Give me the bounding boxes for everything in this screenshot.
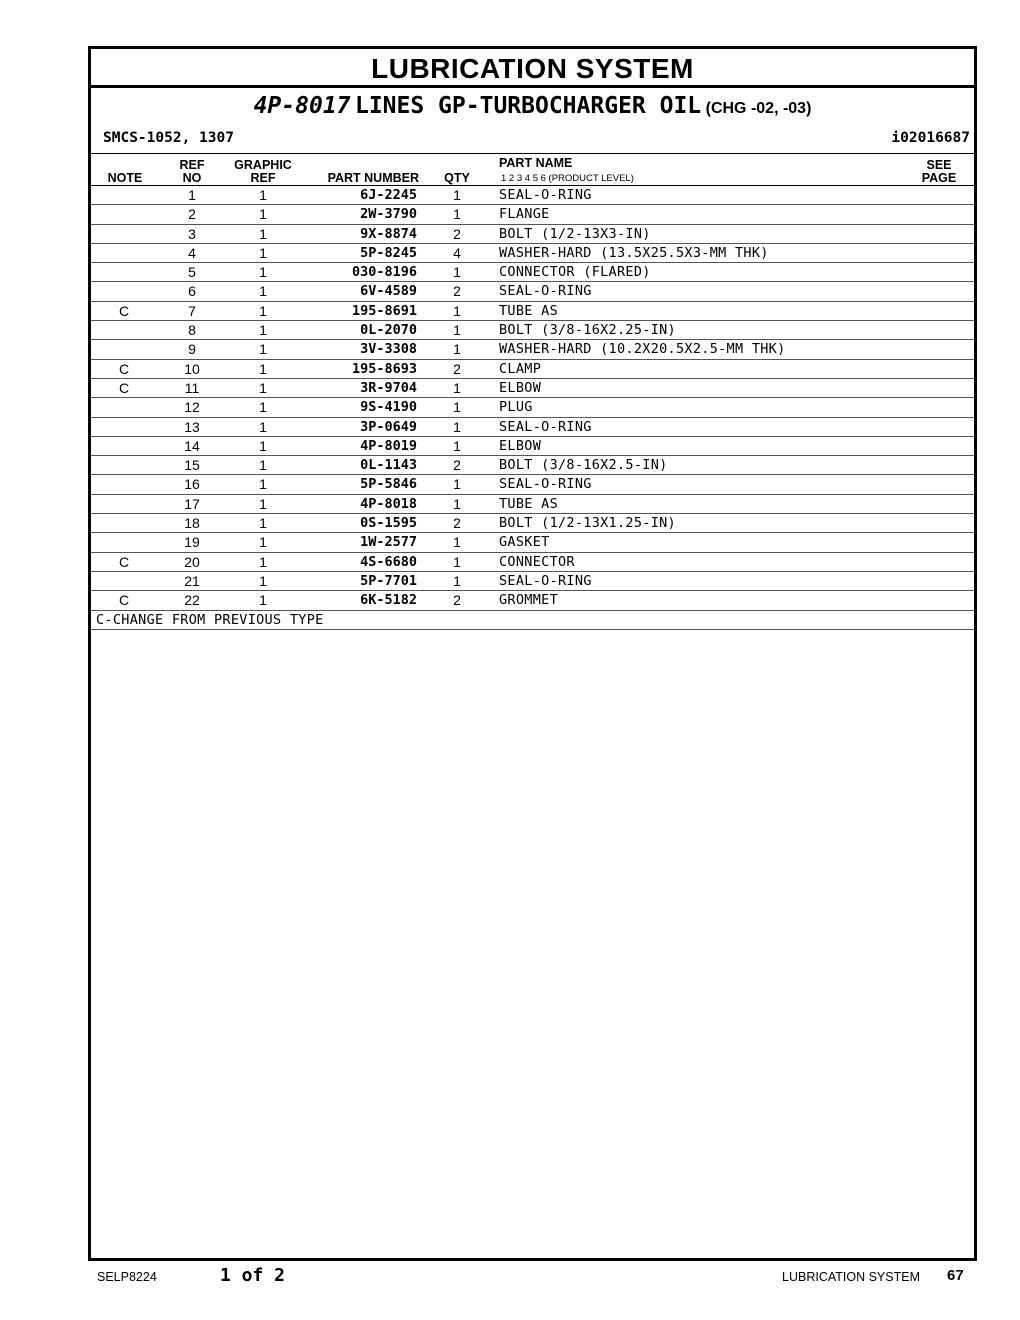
- part-name-cell: SEAL-O-RING: [499, 283, 592, 300]
- footer-page-number: 67: [947, 1267, 964, 1284]
- part-name-cell: CONNECTOR: [499, 553, 575, 570]
- header-top-rule: [91, 153, 974, 154]
- qty-cell: 1: [453, 534, 461, 551]
- qty-cell: 1: [453, 206, 461, 223]
- graphic-ref-cell: 1: [259, 187, 267, 203]
- qty-cell: 4: [453, 244, 461, 261]
- header-product-levels: 1 2 3 4 5 6 (PRODUCT LEVEL): [501, 173, 634, 184]
- qty-cell: 1: [453, 187, 461, 203]
- table-row: [91, 533, 974, 552]
- graphic-ref-cell: 1: [259, 360, 267, 377]
- part-name-cell: ELBOW: [499, 379, 542, 396]
- qty-cell: 1: [453, 418, 461, 435]
- graphic-ref-cell: 1: [259, 553, 267, 570]
- qty-cell: 1: [453, 264, 461, 281]
- part-name-cell: CONNECTOR (FLARED): [499, 264, 651, 281]
- part-name-cell: ELBOW: [499, 437, 542, 454]
- ref-no-cell: 1: [188, 187, 196, 203]
- qty-cell: 1: [453, 399, 461, 416]
- ref-no-cell: 12: [184, 399, 200, 416]
- graphic-ref-cell: 1: [259, 476, 267, 493]
- table-row: [91, 379, 974, 398]
- smcs-code: SMCS-1052, 1307: [103, 130, 234, 146]
- ref-no-cell: 6: [188, 283, 196, 300]
- qty-cell: 2: [453, 457, 461, 474]
- footnote-text: C-CHANGE FROM PREVIOUS TYPE: [96, 611, 324, 628]
- part-name-cell: CLAMP: [499, 360, 542, 377]
- part-number-cell: 195-8693: [351, 360, 417, 377]
- qty-cell: 2: [453, 592, 461, 609]
- part-number-cell: 6J-2245: [360, 187, 417, 203]
- table-row: [91, 244, 974, 263]
- group-heading: [91, 93, 974, 119]
- part-number-cell: 5P-5846: [360, 476, 417, 493]
- group-part-number: 4P-8017: [253, 93, 351, 119]
- graphic-ref-cell: 1: [259, 264, 267, 281]
- note-cell: C: [118, 553, 130, 570]
- ref-no-cell: 13: [184, 418, 200, 435]
- ref-no-cell: 4: [188, 244, 196, 261]
- ref-no-cell: 10: [184, 360, 200, 377]
- part-number-cell: 3R-9704: [360, 379, 417, 396]
- qty-cell: 1: [453, 341, 461, 358]
- graphic-ref-cell: 1: [259, 379, 267, 396]
- part-number-cell: 4P-8018: [360, 495, 417, 512]
- graphic-ref-cell: 1: [259, 495, 267, 512]
- ref-no-cell: 3: [188, 225, 196, 242]
- table-row: [91, 263, 974, 282]
- note-cell: C: [118, 379, 130, 396]
- part-number-cell: 9S-4190: [360, 399, 417, 416]
- ref-no-cell: 2: [188, 206, 196, 223]
- graphic-ref-cell: 1: [259, 592, 267, 609]
- qty-cell: 2: [453, 283, 461, 300]
- part-number-cell: 030-8196: [351, 264, 417, 281]
- part-name-cell: SEAL-O-RING: [499, 476, 592, 493]
- ref-no-cell: 11: [184, 379, 200, 396]
- table-row: [91, 321, 974, 340]
- table-row: [91, 514, 974, 533]
- note-cell: C: [118, 302, 130, 319]
- ref-no-cell: 19: [184, 534, 200, 551]
- part-name-cell: TUBE AS: [499, 495, 558, 512]
- header-ref-no-1: REF: [179, 158, 205, 172]
- graphic-ref-cell: 1: [259, 418, 267, 435]
- graphic-ref-cell: 1: [259, 225, 267, 242]
- graphic-ref-cell: 1: [259, 437, 267, 454]
- ref-no-cell: 18: [184, 515, 200, 532]
- table-row: [91, 495, 974, 514]
- part-name-cell: PLUG: [499, 399, 533, 416]
- ref-no-cell: 15: [184, 457, 200, 474]
- header-part-name: PART NAME: [499, 156, 573, 170]
- section-title: LUBRICATION SYSTEM: [91, 51, 974, 88]
- part-number-cell: 5P-7701: [360, 572, 417, 589]
- table-row: [91, 360, 974, 379]
- part-name-cell: GASKET: [499, 534, 550, 551]
- header-see-page-1: SEE: [926, 158, 952, 172]
- ref-no-cell: 21: [184, 572, 200, 589]
- part-number-cell: 6V-4589: [360, 283, 417, 300]
- part-number-cell: 6K-5182: [360, 592, 417, 609]
- header-graphic-ref-2: REF: [250, 171, 276, 185]
- header-graphic-ref-1: GRAPHIC: [234, 158, 292, 172]
- graphic-ref-cell: 1: [259, 322, 267, 339]
- ref-no-cell: 5: [188, 264, 196, 281]
- table-row: [91, 205, 974, 224]
- qty-cell: 1: [453, 476, 461, 493]
- table-row: [91, 572, 974, 591]
- part-number-cell: 1W-2577: [360, 534, 417, 551]
- ref-no-cell: 16: [184, 476, 200, 493]
- table-row: [91, 340, 974, 359]
- qty-cell: 1: [453, 553, 461, 570]
- footer-section: LUBRICATION SYSTEM: [782, 1270, 920, 1284]
- ref-no-cell: 9: [188, 341, 196, 358]
- header-ref-no-2: NO: [182, 171, 202, 185]
- ref-no-cell: 20: [184, 553, 200, 570]
- table-row: [91, 398, 974, 417]
- qty-cell: 1: [453, 379, 461, 396]
- header-qty: QTY: [444, 171, 470, 185]
- part-name-cell: BOLT (1/2-13X1.25-IN): [499, 515, 676, 532]
- table-row: [91, 302, 974, 321]
- table-row: [91, 282, 974, 301]
- graphic-ref-cell: 1: [259, 399, 267, 416]
- ref-no-cell: 8: [188, 322, 196, 339]
- parts-table: [91, 186, 974, 630]
- group-name: LINES GP-TURBOCHARGER OIL: [354, 93, 702, 119]
- qty-cell: 2: [453, 360, 461, 377]
- graphic-ref-cell: 1: [259, 206, 267, 223]
- footer-doc-number: SELP8224: [97, 1270, 157, 1284]
- page-frame: [88, 46, 977, 1261]
- part-name-cell: FLANGE: [499, 206, 550, 223]
- header-see-page-2: PAGE: [921, 171, 957, 185]
- note-cell: C: [118, 592, 130, 609]
- part-name-cell: WASHER-HARD (10.2X20.5X2.5-MM THK): [499, 341, 786, 358]
- graphic-ref-cell: 1: [259, 457, 267, 474]
- table-row: [91, 591, 974, 610]
- graphic-ref-cell: 1: [259, 283, 267, 300]
- ref-no-cell: 7: [188, 302, 196, 319]
- note-cell: C: [118, 360, 130, 377]
- illustration-id: i02016687: [891, 130, 970, 146]
- graphic-ref-cell: 1: [259, 302, 267, 319]
- part-number-cell: 2W-3790: [360, 206, 417, 223]
- part-name-cell: WASHER-HARD (13.5X25.5X3-MM THK): [499, 244, 769, 261]
- qty-cell: 1: [453, 302, 461, 319]
- header-note: NOTE: [107, 171, 143, 185]
- graphic-ref-cell: 1: [259, 572, 267, 589]
- footnote-row: [91, 611, 974, 630]
- footer-page-of: 1 of 2: [220, 1265, 286, 1286]
- part-number-cell: 0L-2070: [360, 322, 417, 339]
- part-name-cell: SEAL-O-RING: [499, 572, 592, 589]
- part-number-cell: 195-8691: [351, 302, 417, 319]
- part-number-cell: 9X-8874: [360, 225, 417, 242]
- part-number-cell: 0L-1143: [360, 457, 417, 474]
- part-name-cell: BOLT (1/2-13X3-IN): [499, 225, 651, 242]
- ref-no-cell: 17: [184, 495, 200, 512]
- part-number-cell: 4P-8019: [360, 437, 417, 454]
- table-row: [91, 475, 974, 494]
- table-row: [91, 418, 974, 437]
- table-row: [91, 186, 974, 205]
- part-number-cell: 3P-0649: [360, 418, 417, 435]
- graphic-ref-cell: 1: [259, 515, 267, 532]
- qty-cell: 2: [453, 225, 461, 242]
- part-name-cell: SEAL-O-RING: [499, 187, 592, 203]
- qty-cell: 1: [453, 572, 461, 589]
- graphic-ref-cell: 1: [259, 244, 267, 261]
- qty-cell: 2: [453, 515, 461, 532]
- part-name-cell: BOLT (3/8-16X2.5-IN): [499, 457, 668, 474]
- header-part-number: PART NUMBER: [327, 171, 419, 185]
- part-name-cell: TUBE AS: [499, 302, 558, 319]
- ref-no-cell: 14: [184, 437, 200, 454]
- qty-cell: 1: [453, 322, 461, 339]
- qty-cell: 1: [453, 437, 461, 454]
- table-row: [91, 456, 974, 475]
- qty-cell: 1: [453, 495, 461, 512]
- part-name-cell: BOLT (3/8-16X2.25-IN): [499, 322, 676, 339]
- graphic-ref-cell: 1: [259, 341, 267, 358]
- graphic-ref-cell: 1: [259, 534, 267, 551]
- table-row: [91, 437, 974, 456]
- part-number-cell: 0S-1595: [360, 515, 417, 532]
- group-change: (CHG -02, -03): [705, 100, 812, 117]
- part-number-cell: 4S-6680: [360, 553, 417, 570]
- part-name-cell: SEAL-O-RING: [499, 418, 592, 435]
- part-name-cell: GROMMET: [499, 592, 558, 609]
- table-row: [91, 553, 974, 572]
- part-number-cell: 5P-8245: [360, 244, 417, 261]
- part-number-cell: 3V-3308: [360, 341, 417, 358]
- ref-no-cell: 22: [184, 592, 200, 609]
- table-row: [91, 225, 974, 244]
